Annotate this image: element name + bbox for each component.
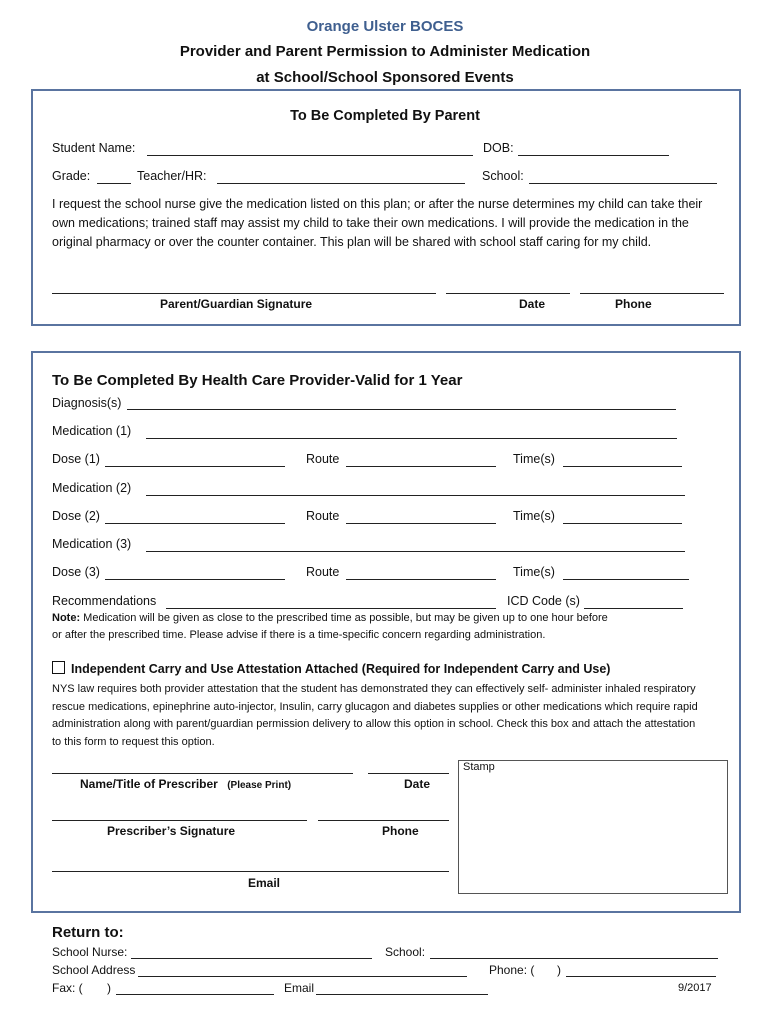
times-1-field[interactable] bbox=[563, 466, 682, 467]
return-school-label: School: bbox=[385, 945, 426, 959]
school-nurse-field[interactable] bbox=[131, 958, 372, 959]
parent-date-field[interactable] bbox=[446, 293, 570, 294]
dose-1-label: Dose (1) bbox=[52, 452, 100, 466]
note-line-1 bbox=[52, 612, 608, 624]
fax-field[interactable] bbox=[116, 994, 274, 995]
route-1-label: Route bbox=[306, 452, 340, 466]
parent-signature-label: Parent/Guardian Signature bbox=[160, 297, 313, 311]
parent-phone-field[interactable] bbox=[580, 293, 724, 294]
dose-3-field[interactable] bbox=[105, 579, 285, 580]
return-phone-close: ) bbox=[557, 963, 561, 977]
student-name-label: Student Name: bbox=[52, 141, 136, 155]
prescriber-email-field[interactable] bbox=[52, 871, 449, 872]
medication-2-field[interactable] bbox=[146, 495, 685, 496]
return-heading: Return to: bbox=[52, 924, 124, 941]
dose-2-field[interactable] bbox=[105, 523, 285, 524]
parent-date-label: Date bbox=[519, 297, 546, 311]
times-3-field[interactable] bbox=[563, 579, 689, 580]
route-2-label: Route bbox=[306, 509, 340, 523]
teacher-label: Teacher/HR: bbox=[137, 169, 207, 183]
provider-section-heading: To Be Completed By Health Care Provider-Valid for 1 Year bbox=[52, 372, 463, 389]
medication-2-label: Medication (2) bbox=[52, 481, 132, 495]
grade-field[interactable] bbox=[97, 183, 131, 184]
prescriber-phone-field[interactable] bbox=[318, 820, 449, 821]
prescriber-name-label bbox=[80, 777, 291, 791]
times-1-label: Time(s) bbox=[513, 452, 555, 466]
route-1-field[interactable] bbox=[346, 466, 496, 467]
times-3-label: Time(s) bbox=[513, 565, 555, 579]
school-address-label: School Address bbox=[52, 963, 136, 977]
times-2-field[interactable] bbox=[563, 523, 682, 524]
icd-code-label: ICD Code (s) bbox=[507, 594, 580, 608]
prescriber-phone-label: Phone bbox=[382, 824, 419, 838]
prescriber-date-label: Date bbox=[404, 777, 431, 791]
fax-close: ) bbox=[107, 981, 111, 995]
note-text-1: Medication will be given as close to the prescribed time as possible, but may be given up to one hour before bbox=[83, 612, 608, 624]
fax-label: Fax: ( bbox=[52, 981, 83, 995]
medication-1-label: Medication (1) bbox=[52, 424, 132, 438]
return-school-field[interactable] bbox=[430, 958, 718, 959]
icd-code-field[interactable] bbox=[584, 608, 683, 609]
prescriber-signature-field[interactable] bbox=[52, 820, 307, 821]
dose-3-label: Dose (3) bbox=[52, 565, 100, 579]
return-phone-label: Phone: ( bbox=[489, 963, 535, 977]
diagnosis-label: Diagnosis(s) bbox=[52, 396, 122, 410]
medication-3-field[interactable] bbox=[146, 551, 685, 552]
parent-signature-field[interactable] bbox=[52, 293, 436, 294]
return-email-label: Email bbox=[284, 981, 315, 995]
revision-date: 9/2017 bbox=[678, 982, 712, 994]
parent-phone-label: Phone bbox=[615, 297, 652, 311]
parent-statement: I request the school nurse give the medication listed on this plan; or after the nurse determines my child can take their own medications; trained staff may assist my child to take their own medications. I will provide the medication in the original pharmacy or over the counter container. This plan will be shared with school staff caring for my child. bbox=[52, 197, 703, 249]
recommendations-field[interactable] bbox=[166, 608, 496, 609]
prescriber-date-field[interactable] bbox=[368, 773, 449, 774]
medication-3-label: Medication (3) bbox=[52, 537, 132, 551]
please-print-label: (Please Print) bbox=[227, 780, 292, 791]
return-phone-field[interactable] bbox=[566, 976, 716, 977]
school-field[interactable] bbox=[529, 183, 717, 184]
grade-label: Grade: bbox=[52, 169, 91, 183]
note-line-2: or after the prescribed time. Please advise if there is a time-specific concern regarding administration. bbox=[52, 629, 546, 641]
route-3-label: Route bbox=[306, 565, 340, 579]
stamp-label: Stamp bbox=[463, 761, 495, 773]
dose-2-label: Dose (2) bbox=[52, 509, 100, 523]
note-label: Note: bbox=[52, 612, 81, 624]
prescriber-name-label-text: Name/Title of Prescriber bbox=[80, 777, 218, 791]
attestation-heading: Independent Carry and Use Attestation Attached (Required for Independent Carry and Use) bbox=[71, 662, 611, 676]
school-label: School: bbox=[482, 169, 524, 183]
recommendations-label: Recommendations bbox=[52, 594, 157, 608]
student-name-field[interactable] bbox=[147, 155, 473, 156]
attestation-row bbox=[52, 661, 610, 676]
stamp-box[interactable] bbox=[458, 760, 728, 894]
route-2-field[interactable] bbox=[346, 523, 496, 524]
dob-label: DOB: bbox=[483, 141, 514, 155]
dose-1-field[interactable] bbox=[105, 466, 285, 467]
route-3-field[interactable] bbox=[346, 579, 496, 580]
attestation-checkbox[interactable] bbox=[52, 661, 65, 674]
form-title-line2: at School/School Sponsored Events bbox=[256, 69, 514, 86]
prescriber-email-label: Email bbox=[248, 876, 281, 890]
school-address-field[interactable] bbox=[138, 976, 467, 977]
times-2-label: Time(s) bbox=[513, 509, 555, 523]
teacher-field[interactable] bbox=[217, 183, 465, 184]
prescriber-name-field[interactable] bbox=[52, 773, 353, 774]
prescriber-signature-label: Prescriber’s Signature bbox=[107, 824, 236, 838]
parent-section-heading: To Be Completed By Parent bbox=[290, 108, 480, 124]
diagnosis-field[interactable] bbox=[127, 409, 676, 410]
organization-name: Orange Ulster BOCES bbox=[306, 18, 464, 35]
return-email-field[interactable] bbox=[316, 994, 488, 995]
form-title-line1: Provider and Parent Permission to Administer Medication bbox=[179, 43, 591, 60]
medication-1-field[interactable] bbox=[146, 438, 677, 439]
attestation-text: NYS law requires both provider attestation that the student has demonstrated they can effectively self- administer inhaled respiratory rescue medications, epinephrine auto-injector, Insulin, carry glucagon and diabetes supplies or other medications which require rapid administration along with parent/guardian permission delivery to allow this option in school. Check this box and attach the attestation to this form to request this option. bbox=[52, 683, 698, 748]
dob-field[interactable] bbox=[518, 155, 669, 156]
school-nurse-label: School Nurse: bbox=[52, 945, 128, 959]
